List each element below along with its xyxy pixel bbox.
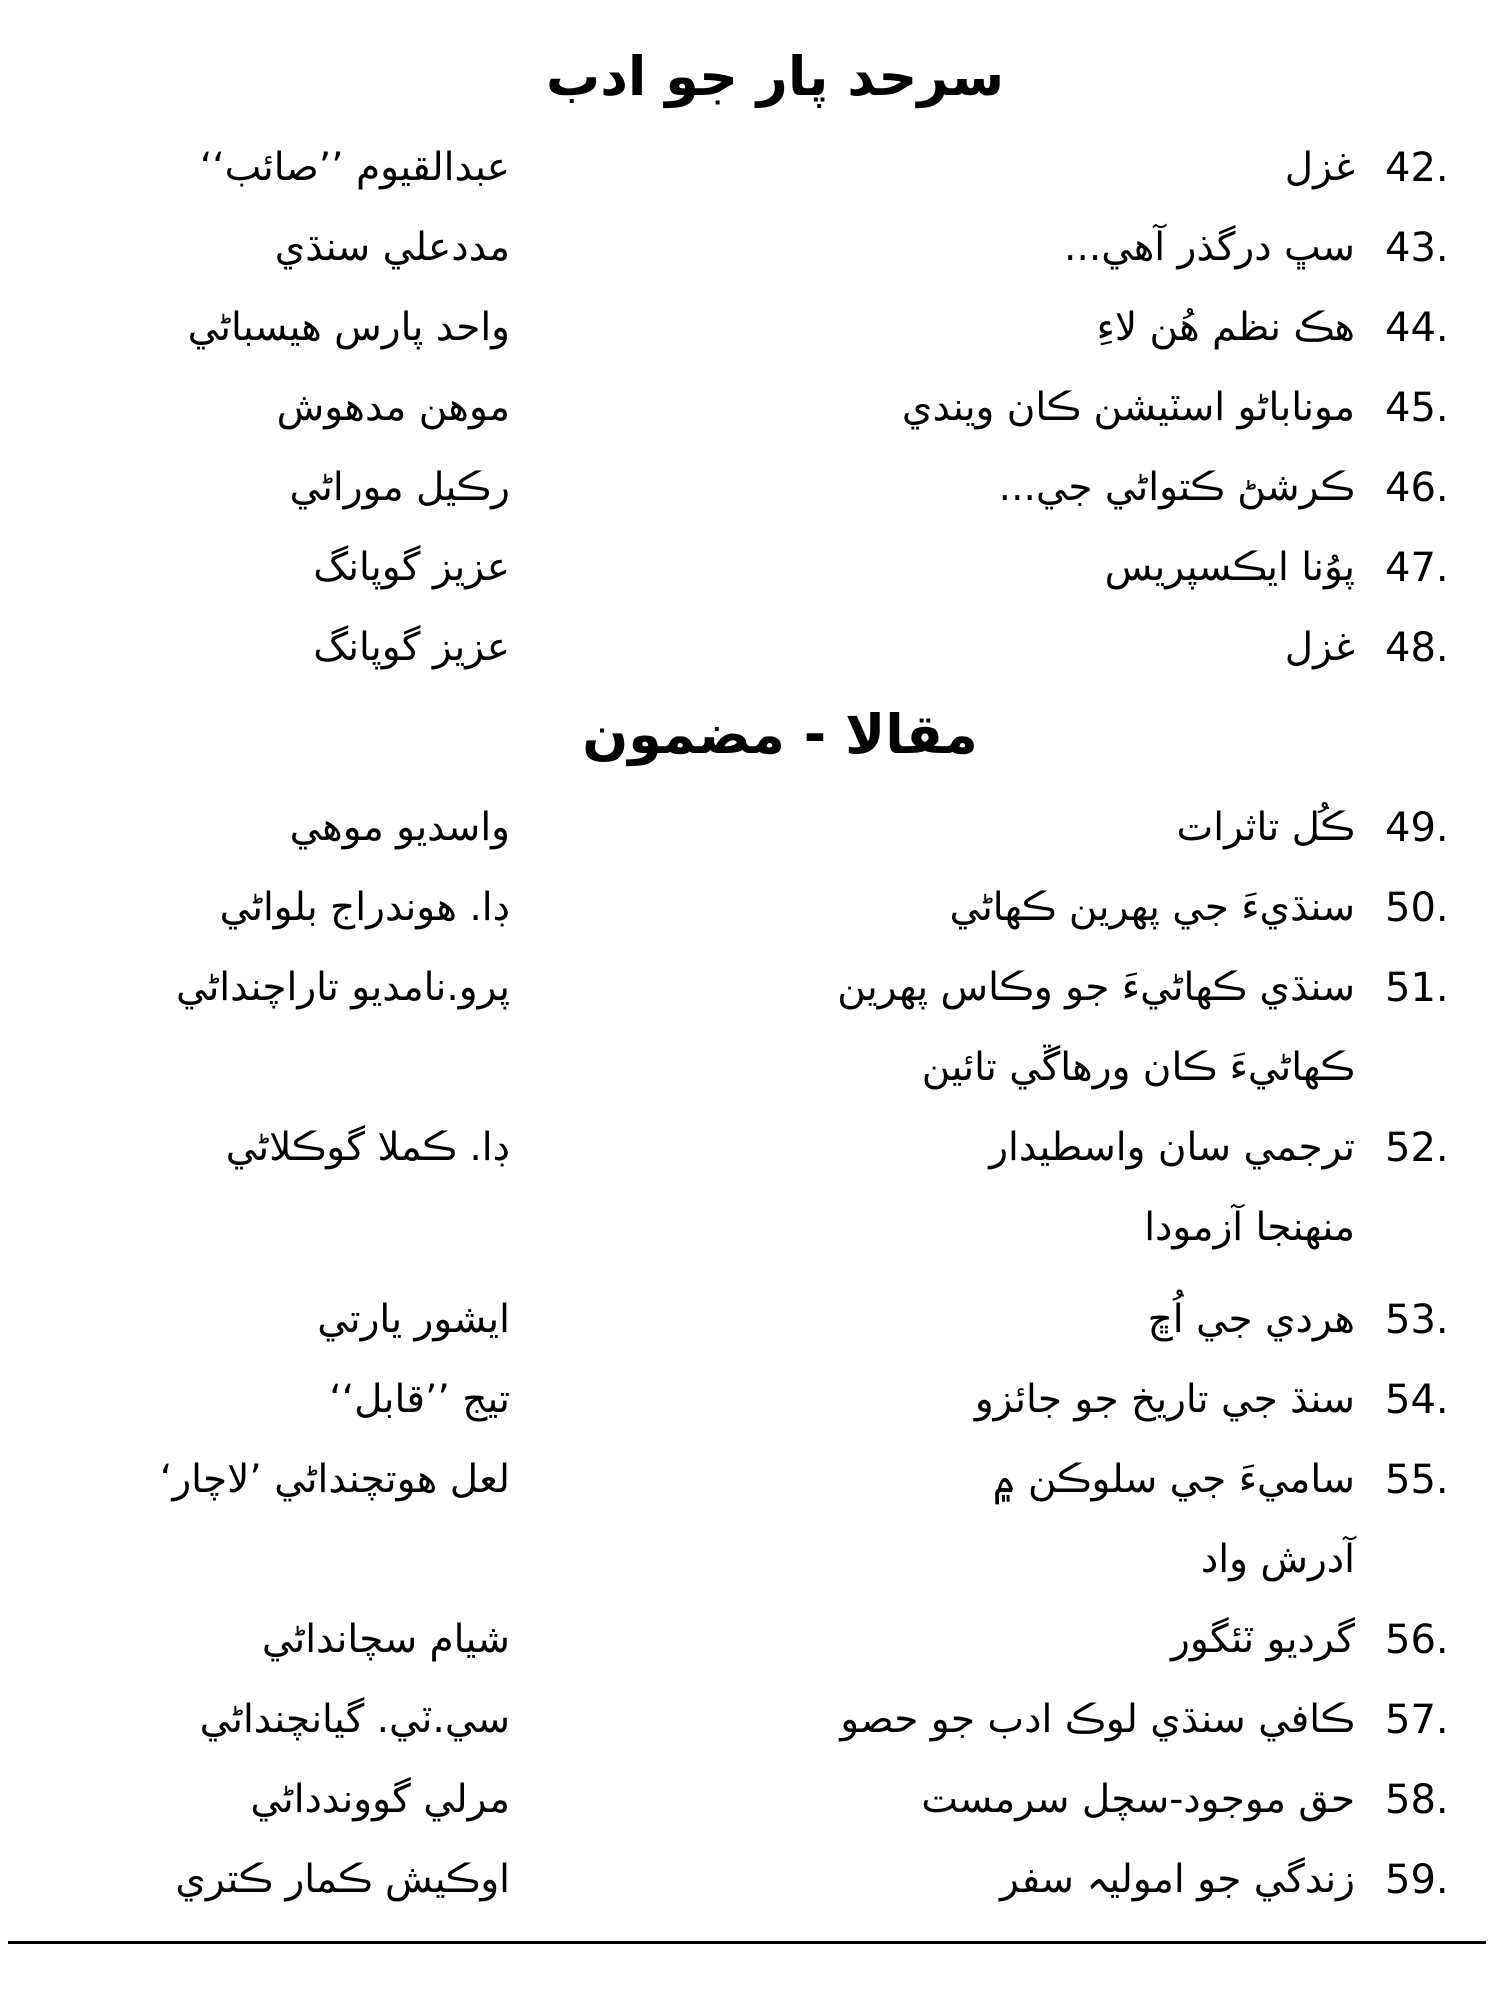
contents-entry xyxy=(0,798,1500,858)
entry-title: سڀ درگذر آهي... xyxy=(1064,225,1355,270)
entry-author: سي.ٽي. گيانچنداڻي xyxy=(199,1697,510,1742)
entry-title: سنڌ جي تاريخ جو جائزو xyxy=(974,1377,1355,1422)
entry-title-continuation: ڪهاڻيءَ ڪان ورهاڱي تائين xyxy=(921,1045,1355,1090)
entry-number: 47. xyxy=(1385,545,1449,591)
entry-author: اوڪيش ڪمار ڪتري xyxy=(175,1857,510,1902)
contents-entry xyxy=(0,1118,1500,1178)
contents-entry xyxy=(0,1610,1500,1670)
entry-title: ترجمي سان واسطيدار xyxy=(989,1125,1355,1170)
contents-entry xyxy=(0,1290,1500,1350)
entry-number: 49. xyxy=(1385,805,1449,851)
contents-entry xyxy=(0,878,1500,938)
entry-number: 43. xyxy=(1385,225,1449,271)
entry-number: 59. xyxy=(1385,1857,1449,1903)
contents-entry xyxy=(0,458,1500,518)
entry-number: 55. xyxy=(1385,1457,1449,1503)
entry-number: 48. xyxy=(1385,625,1449,671)
entry-title: ساميءَ جي سلوڪن ۾ xyxy=(992,1457,1355,1502)
entry-title: غزل xyxy=(1284,625,1355,670)
entry-title: غزل xyxy=(1284,145,1355,190)
entry-author: رڪيل موراڻي xyxy=(289,465,510,510)
contents-entry xyxy=(0,1450,1500,1510)
entry-title-continuation: آدرش واد xyxy=(1200,1537,1355,1582)
entry-author: عزيز گوپانگ xyxy=(313,545,510,590)
entry-number: 58. xyxy=(1385,1777,1449,1823)
entry-number: 52. xyxy=(1385,1125,1449,1171)
contents-entry xyxy=(0,218,1500,278)
entry-author: مددعلي سنڌي xyxy=(274,225,510,270)
entry-number: 45. xyxy=(1385,385,1449,431)
contents-entry xyxy=(0,618,1500,678)
entry-number: 57. xyxy=(1385,1697,1449,1743)
entry-title: سنڌي ڪهاڻيءَ جو وڪاس پهرين xyxy=(837,965,1355,1010)
entry-number: 54. xyxy=(1385,1377,1449,1423)
entry-author: لعل هوتچنداڻي ’لاچار‘ xyxy=(159,1457,510,1502)
contents-entry-continuation xyxy=(0,1198,1500,1258)
entry-title: هردي جي اُڇ xyxy=(1147,1297,1355,1342)
contents-entry xyxy=(0,1770,1500,1830)
contents-entry xyxy=(0,538,1500,598)
entry-number: 44. xyxy=(1385,305,1449,351)
entry-title: سنڌيءَ جي پهرين ڪهاڻي xyxy=(949,885,1355,930)
contents-entry-continuation xyxy=(0,1530,1500,1590)
entry-number: 42. xyxy=(1385,145,1449,191)
entry-author: تيج ’’قابل‘‘ xyxy=(329,1377,510,1422)
entry-title-continuation: منهنجا آزمودا xyxy=(1144,1205,1355,1250)
section-heading-essays-articles: مقالا - مضمون xyxy=(582,703,978,766)
contents-entry-continuation xyxy=(0,1038,1500,1098)
entry-author: واسديو موهي xyxy=(289,805,510,850)
entry-number: 51. xyxy=(1385,965,1449,1011)
entry-author: مرلي گووندداڻي xyxy=(250,1777,510,1822)
entry-author: واحد پارس هيسباڻي xyxy=(187,305,510,350)
entry-title: هڪ نظم ھُن لاءِ xyxy=(1096,305,1355,350)
entry-author: موهن مدهوش xyxy=(276,385,510,430)
entry-title: موناباڻو اسٽيشن ڪان ويندي xyxy=(901,385,1355,430)
contents-entry xyxy=(0,1850,1500,1910)
entry-title: ڪُل تاثرات xyxy=(1176,805,1355,850)
entry-number: 46. xyxy=(1385,465,1449,511)
entry-title: زندگي جو اموليہ سفر xyxy=(1000,1857,1355,1902)
contents-entry xyxy=(0,378,1500,438)
contents-entry xyxy=(0,1690,1500,1750)
entry-author: ڊا. ڪملا گوڪلاڻي xyxy=(225,1125,510,1170)
bottom-rule-divider xyxy=(8,1941,1486,1944)
entry-title: گرديو ٽئگور xyxy=(1171,1617,1355,1662)
entry-title: پوُنا ايڪسپريس xyxy=(1104,545,1355,590)
entry-author: عزيز گوپانگ xyxy=(313,625,510,670)
entry-author: ايشور يارتي xyxy=(317,1297,510,1342)
section-heading-cross-border-literature: سرحد پار جو ادب xyxy=(545,45,1005,108)
contents-entry xyxy=(0,298,1500,358)
entry-author: پرو.نامديو تاراچنداڻي xyxy=(175,965,510,1010)
entry-author: عبدالقيوم ’’صائب‘‘ xyxy=(199,145,510,190)
entry-title: حق موجود-سچل سرمست xyxy=(921,1777,1355,1822)
entry-author: ڊا. هوندراج بلواڻي xyxy=(219,885,510,930)
entry-author: شيام سچانداڻي xyxy=(261,1617,510,1662)
entry-title: ڪرشڻ ڪتواڻي جي... xyxy=(998,465,1355,510)
contents-entry xyxy=(0,1370,1500,1430)
entry-number: 56. xyxy=(1385,1617,1449,1663)
entry-number: 53. xyxy=(1385,1297,1449,1343)
contents-entry xyxy=(0,958,1500,1018)
entry-title: ڪافي سنڌي لوڪ ادب جو حصو xyxy=(840,1697,1355,1742)
contents-entry xyxy=(0,138,1500,198)
entry-number: 50. xyxy=(1385,885,1449,931)
